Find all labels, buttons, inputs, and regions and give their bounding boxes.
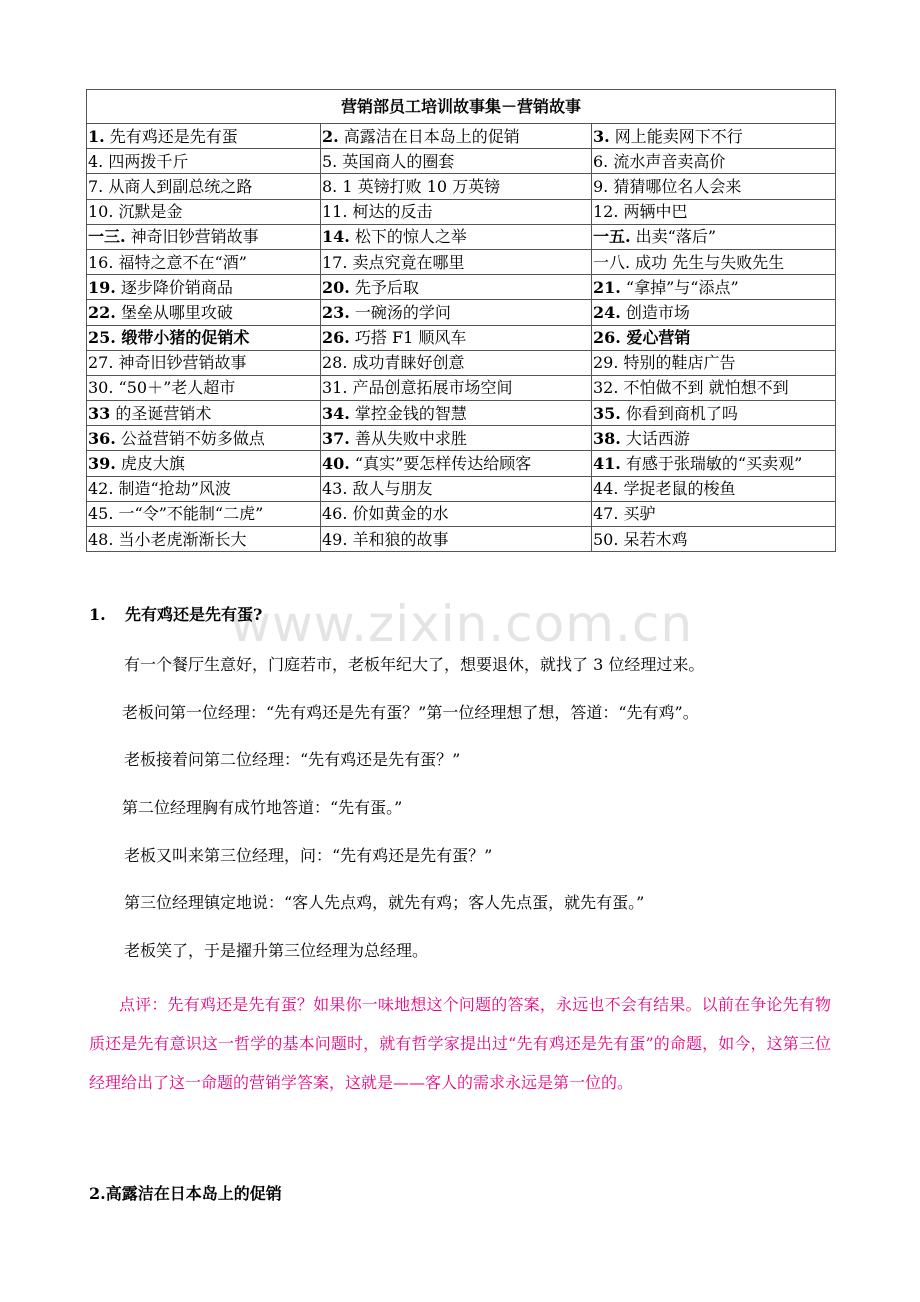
story-cell — [87, 174, 321, 199]
story-number: 一五. — [593, 227, 631, 247]
story-title: 柯达的反击 — [347, 202, 433, 222]
story-cell — [321, 224, 592, 249]
story-cell — [321, 401, 592, 426]
story-cell — [87, 451, 321, 476]
story-number: 36. — [88, 428, 116, 448]
table-row — [87, 224, 836, 249]
story-number: 40. — [322, 454, 350, 474]
table-row — [87, 199, 836, 224]
story1-number: 1. — [89, 605, 106, 624]
story-title: 敌人与朋友 — [347, 479, 433, 499]
story-title: 成功 先生与失败先生 — [630, 252, 785, 272]
story-cell — [592, 451, 836, 476]
story-number: 48. — [88, 529, 114, 549]
story-title: 善从失败中求胜 — [349, 428, 467, 448]
story-number: 39. — [88, 454, 116, 474]
story-cell — [592, 275, 836, 300]
story-number: 44. — [593, 479, 619, 499]
story-cell — [592, 476, 836, 501]
story-cell — [592, 527, 836, 552]
story-cell — [592, 149, 836, 174]
story-number: 38. — [593, 428, 621, 448]
story-title: “拿掉”与“添点” — [620, 277, 739, 297]
story-title: 英国商人的圈套 — [337, 151, 455, 171]
story-title: 卖点究竟在哪里 — [347, 252, 465, 272]
story-number: 23. — [322, 302, 350, 322]
story-number: 47. — [593, 504, 619, 524]
story1-paragraph: 老板又叫来第三位经理，问：“先有鸡还是先有蛋？” — [124, 846, 493, 865]
story-number: 42. — [88, 479, 114, 499]
story-cell — [87, 350, 321, 375]
story-title: 1 英镑打败 10 万英镑 — [337, 176, 501, 196]
story-number: 34. — [322, 403, 350, 423]
story-number: 28. — [322, 353, 348, 373]
story-title: 一“令”不能制“二虎” — [113, 504, 264, 524]
story-title: 巧搭 F1 顺风车 — [349, 328, 467, 348]
story-title: 虎皮大旗 — [115, 454, 185, 474]
story-cell — [87, 199, 321, 224]
story-cell — [321, 350, 592, 375]
table-title: 营销部员工培训故事集－营销故事 — [87, 90, 836, 124]
story-title: 大话西游 — [620, 428, 690, 448]
story-number: 45. — [88, 504, 114, 524]
table-row — [87, 501, 836, 526]
story-cell — [87, 149, 321, 174]
table-row — [87, 375, 836, 400]
watermark-text: www.zixin.com.cn — [230, 595, 694, 653]
story-number: 12. — [593, 202, 619, 222]
story-number: 41. — [593, 454, 621, 474]
table-row — [87, 527, 836, 552]
story-cell — [87, 124, 321, 149]
story-title: “真实”要怎样传达给顾客 — [349, 454, 532, 474]
story-number: 9. — [593, 176, 609, 196]
story-cell — [87, 476, 321, 501]
story-title: 呆若木鸡 — [618, 529, 688, 549]
story-number: 24. — [593, 302, 621, 322]
story-cell — [87, 325, 321, 350]
story-number: 49. — [322, 529, 348, 549]
story-title: 不怕做不到 就怕想不到 — [618, 378, 789, 398]
story-title: 先有鸡还是先有蛋 — [104, 126, 238, 146]
story-number: 6. — [593, 151, 609, 171]
story-number: 25. — [88, 328, 116, 348]
story-title: 四两拨千斤 — [103, 151, 189, 171]
table-row — [87, 476, 836, 501]
story-title: 松下的惊人之举 — [349, 227, 467, 247]
story-number: 35. — [593, 403, 621, 423]
story-number: 50. — [593, 529, 619, 549]
story-number: 一三. — [88, 227, 126, 247]
story-number: 一八. — [593, 252, 631, 272]
story-title: “50＋”老人超市 — [113, 378, 236, 398]
story-number: 4. — [88, 151, 104, 171]
story-number: 32. — [593, 378, 619, 398]
story-cell — [592, 350, 836, 375]
story-cell — [87, 224, 321, 249]
story-index-table — [86, 89, 836, 552]
story-cell — [87, 300, 321, 325]
table-row — [87, 451, 836, 476]
story-number: 11. — [322, 202, 348, 222]
story-number: 5. — [322, 151, 338, 171]
story-title: 堡垒从哪里攻破 — [115, 302, 233, 322]
story-title: 逐步降价销商品 — [115, 277, 233, 297]
table-row — [87, 350, 836, 375]
story-cell — [321, 174, 592, 199]
story-cell — [592, 199, 836, 224]
story-title: 学捉老鼠的梭鱼 — [618, 479, 736, 499]
story-title: 先予后取 — [349, 277, 419, 297]
story-cell — [592, 174, 836, 199]
story-number: 27. — [88, 353, 114, 373]
story-number: 26. — [593, 328, 621, 348]
story-cell — [321, 124, 592, 149]
story-cell — [321, 275, 592, 300]
story-cell — [321, 527, 592, 552]
story-title: 价如黄金的水 — [347, 504, 449, 524]
table-row — [87, 124, 836, 149]
story-cell — [321, 149, 592, 174]
story-number: 2. — [322, 126, 339, 146]
table-row — [87, 249, 836, 274]
story-title: 沉默是金 — [113, 202, 183, 222]
story-cell — [592, 224, 836, 249]
table-row — [87, 275, 836, 300]
story-cell — [321, 451, 592, 476]
story-title: 成功青睐好创意 — [347, 353, 465, 373]
story-number: 21. — [593, 277, 621, 297]
story-cell — [592, 325, 836, 350]
story-number: 46. — [322, 504, 348, 524]
story-number: 7. — [88, 176, 104, 196]
story-cell — [592, 426, 836, 451]
story-title: 从商人到副总统之路 — [103, 176, 253, 196]
story-title: 流水声音卖高价 — [608, 151, 726, 171]
story-title: 爱心营销 — [620, 328, 691, 348]
story-number: 1. — [88, 126, 105, 146]
story-number: 37. — [322, 428, 350, 448]
story1-paragraph: 老板笑了，于是擢升第三位经理为总经理。 — [124, 941, 429, 960]
table-row — [87, 325, 836, 350]
story-title: 神奇旧钞营销故事 — [125, 227, 259, 247]
story-title: 产品创意拓展市场空间 — [347, 378, 513, 398]
story-number: 19. — [88, 277, 116, 297]
story-cell — [592, 375, 836, 400]
story-cell — [321, 199, 592, 224]
story-title: 买驴 — [618, 504, 656, 524]
story-title: 一碗汤的学问 — [349, 302, 451, 322]
story1-title: 先有鸡还是先有蛋? — [125, 605, 263, 624]
story-title: 神奇旧钞营销故事 — [113, 353, 247, 373]
story-title: 你看到商机了吗 — [620, 403, 738, 423]
story-cell — [592, 501, 836, 526]
story-number: 30. — [88, 378, 114, 398]
table-row — [87, 300, 836, 325]
story-number: 26. — [322, 328, 350, 348]
story-title: 缎带小猪的促销术 — [115, 328, 250, 348]
story-cell — [321, 476, 592, 501]
table-row — [87, 149, 836, 174]
table-row — [87, 401, 836, 426]
story-title: 公益营销不妨多做点 — [115, 428, 265, 448]
story1-paragraph: 老板接着问第二位经理：“先有鸡还是先有蛋？” — [124, 750, 461, 769]
story-cell — [321, 501, 592, 526]
story1-paragraph: 第二位经理胸有成竹地答道：“先有蛋。” — [122, 798, 403, 817]
story-title: 的圣诞营销术 — [110, 403, 212, 423]
story-number: 29. — [593, 353, 619, 373]
story2-heading: 2.高露洁在日本岛上的促销 — [89, 1184, 282, 1203]
story-cell — [87, 275, 321, 300]
story-title: 猜猜哪位名人会来 — [608, 176, 742, 196]
story-number: 22. — [88, 302, 116, 322]
story-cell — [321, 375, 592, 400]
story-number: 16. — [88, 252, 114, 272]
story-cell — [592, 300, 836, 325]
story1-paragraph: 第三位经理镇定地说：“客人先点鸡，就先有鸡；客人先点蛋，就先有蛋。” — [124, 893, 645, 912]
story-cell — [87, 426, 321, 451]
story-title: 网上能卖网下不行 — [609, 126, 743, 146]
story-cell — [321, 249, 592, 274]
story-number: 10. — [88, 202, 114, 222]
table-row — [87, 174, 836, 199]
story-title: 高露洁在日本岛上的促销 — [338, 126, 520, 146]
story1-heading — [89, 602, 262, 625]
story-cell — [321, 300, 592, 325]
story-cell — [592, 124, 836, 149]
story-cell — [321, 426, 592, 451]
story-number: 31. — [322, 378, 348, 398]
story1-paragraph: 老板问第一位经理：“先有鸡还是先有蛋？”第一位经理想了想，答道：“先有鸡”。 — [122, 703, 699, 722]
story-number: 43. — [322, 479, 348, 499]
story-number: 14. — [322, 227, 350, 247]
story-title: 制造“抢劫”风波 — [113, 479, 231, 499]
story-title: 掌控金钱的智慧 — [349, 403, 467, 423]
story-title: 出卖“落后” — [630, 227, 717, 247]
story1-paragraph: 有一个餐厅生意好，门庭若市，老板年纪大了，想要退休，就找了 3 位经理过来。 — [124, 655, 705, 674]
story-cell — [87, 401, 321, 426]
story-cell — [592, 249, 836, 274]
story-number: 20. — [322, 277, 350, 297]
story-cell — [87, 501, 321, 526]
story-cell — [321, 325, 592, 350]
story-title: 创造市场 — [620, 302, 690, 322]
story-title: 特别的鞋店广告 — [618, 353, 736, 373]
table-row — [87, 426, 836, 451]
story-number: 3. — [593, 126, 610, 146]
story-number: 33 — [88, 403, 111, 423]
story1-comment: 点评：先有鸡还是先有蛋？如果你一味地想这个问题的答案，永远也不会有结果。以前在争论先有物质还是先有意识这一哲学的基本问题时，就有哲学家提出过“先有鸡还是先有蛋”的命题，如今，这第三位经理给出了这一命题的营销学答案，这就是——客人的需求永远是第一位的。 — [89, 995, 831, 1092]
story-cell — [87, 249, 321, 274]
story-title: 羊和狼的故事 — [347, 529, 449, 549]
story-title: 福特之意不在“酒” — [113, 252, 247, 272]
story-cell — [592, 401, 836, 426]
story-number: 8. — [322, 176, 338, 196]
story-title: 两辆中巴 — [618, 202, 688, 222]
story-title: 当小老虎渐渐长大 — [113, 529, 247, 549]
story-cell — [87, 527, 321, 552]
story-cell — [87, 375, 321, 400]
story-title: 有感于张瑞敏的“买卖观” — [620, 454, 803, 474]
story-number: 17. — [322, 252, 348, 272]
